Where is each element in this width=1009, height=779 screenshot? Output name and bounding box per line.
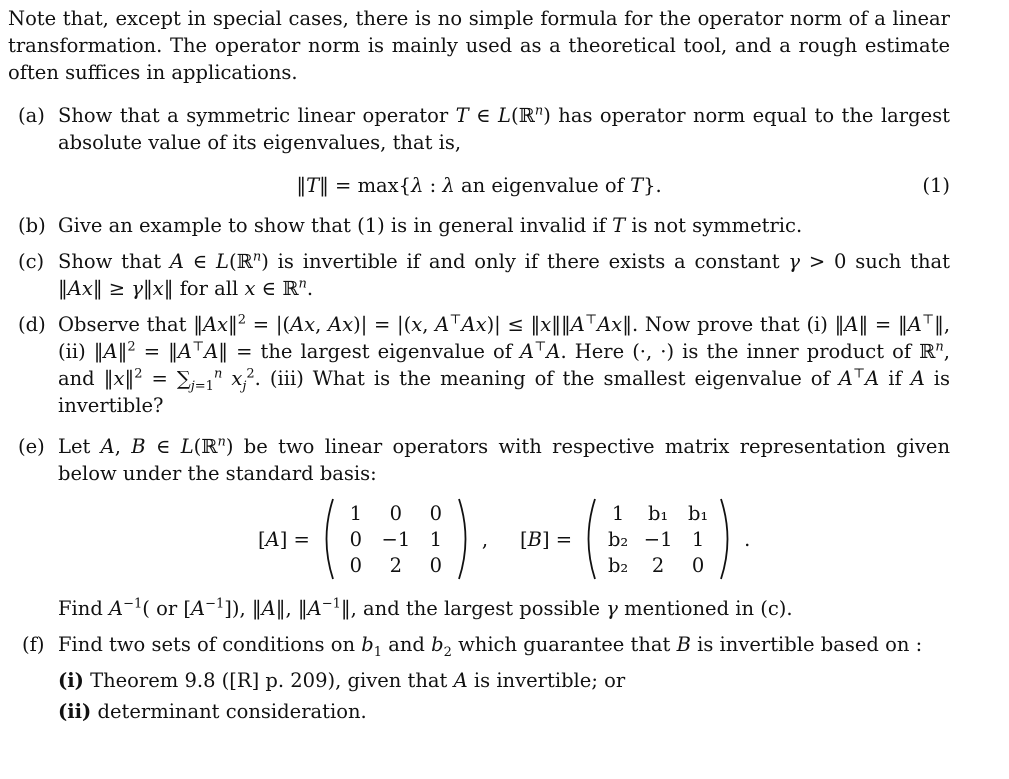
math-T-in-L: T ∈ L(ℝ$^n$) <box>455 103 559 127</box>
problem-d-text-1: Observe that <box>58 313 187 336</box>
matrix-B-cell: −1 <box>643 528 673 551</box>
problem-e-find-3: and the largest possible <box>363 597 601 620</box>
problem-c-text-4: for all <box>179 277 239 300</box>
matrix-B-cell: b₂ <box>607 528 629 551</box>
matrix-B-cell: b₁ <box>687 502 709 525</box>
equation-1-number: (1) <box>922 174 950 197</box>
problem-d-text-7: and <box>58 367 95 390</box>
problem-f-and: and <box>388 633 425 656</box>
problem-a-text-2: has operator norm equal to the largest absolute value of its eigenvalues, that is, <box>58 104 950 154</box>
problem-d-text-2: Now prove that (i) <box>644 313 828 336</box>
problem-e-text-2: be two linear operators with respective matrix representation given below under the standard basis: <box>58 435 951 485</box>
problem-d-label: (d) <box>18 313 46 336</box>
problem-e-find: Find $A^{-1}$( or $[A^{-1}]$), ‖A‖, $‖A^{-1}‖$, and the largest possible γ mentioned in (c). <box>58 596 793 620</box>
intro-paragraph: Note that, except in special cases, there is no simple formula for the operator norm of a linear transformation. The operator norm is mainly used as a theoretical tool, and a rough estimate often suffices in applications. <box>8 7 950 84</box>
matrix-B-label: [B] = <box>520 527 573 551</box>
matrix-B-cell: b₁ <box>647 502 669 525</box>
matrix-A-label: [A] = <box>258 527 310 551</box>
problem-c-text-1: Show that <box>58 250 162 273</box>
problem-d-text-4: the largest eigenvalue of <box>260 340 512 363</box>
sub-ii-text: determinant consideration. <box>97 700 367 723</box>
matrix-A-cell: 1 <box>429 528 443 551</box>
matrix-A-cell: 2 <box>389 554 403 577</box>
right-paren-icon <box>718 497 736 581</box>
sub-ii-label: (ii) <box>58 700 92 723</box>
problem-c-label: (c) <box>18 250 45 273</box>
matrix-A-grid <box>336 500 456 578</box>
matrix-A-cell: 0 <box>349 554 363 577</box>
problem-f-subitems <box>8 667 950 725</box>
problem-e-find-1: Find <box>58 597 103 620</box>
problem-d-text-8: (iii) What is the meaning of the smallest eigenvalue of <box>269 367 830 390</box>
matrix-A-cell: 1 <box>349 502 363 525</box>
problem-e: (e) Let A, B ∈ L(ℝ$^n$) be two linear operators with respective matrix representation given below under the standard basis: <box>18 434 951 485</box>
problem-e-label: (e) <box>18 435 45 458</box>
problem-c-text-2: is invertible if and only if there exists a constant <box>277 250 780 273</box>
problem-d-text-5: Here <box>574 340 625 363</box>
matrix-B-cell: 1 <box>611 502 625 525</box>
matrix-A-cell: 0 <box>429 554 443 577</box>
matrix-B-grid <box>598 500 718 578</box>
right-paren-icon <box>456 497 474 581</box>
problem-c: (c) Show that A ∈ L(ℝ$^n$) is invertible if and only if there exists a constant γ > 0 such that ‖Ax‖ ≥ γ‖x‖ for all x ∈ ℝ$^n$. <box>18 249 950 300</box>
left-paren-icon <box>318 497 336 581</box>
matrix-B-cell: b₂ <box>607 554 629 577</box>
problem-f-sub-ii <box>58 698 950 725</box>
problem-f-label: (f) <box>22 633 45 656</box>
matrix-B-cell: 1 <box>691 528 705 551</box>
matrix-A-cell: 0 <box>349 528 363 551</box>
problem-b-label: (b) <box>18 214 46 237</box>
problem-c-text-3: such that <box>855 250 950 273</box>
matrix-A-cell: 0 <box>429 502 443 525</box>
matrix-A: [A] = 1 0 0 0 −1 1 0 2 0 , <box>258 497 488 581</box>
problem-e-text-1: Let <box>58 435 91 458</box>
matrix-A-cell: 0 <box>389 502 403 525</box>
problem-a <box>8 102 950 156</box>
problem-d-text-3: (ii) <box>58 340 86 363</box>
problem-f-sub-i: (i) Theorem 9.8 ([R] p. 209), given that A is invertible; or <box>58 669 626 692</box>
document-page <box>8 5 950 725</box>
sub-i-label: (i) <box>58 669 84 692</box>
problem-b-text-1: Give an example to show that (1) is in general invalid if <box>58 214 606 237</box>
problem-f-text-3: is invertible based on : <box>697 633 923 656</box>
equation-1 <box>8 168 950 202</box>
problem-f: (f) Find two sets of conditions on $b_1$ and $b_2$ which guarantee that B is invertible based on : <box>22 633 923 660</box>
problem-b-text-2: is not symmetric. <box>631 214 803 237</box>
problem-e-find-2: or <box>156 597 178 620</box>
matrix-display <box>8 497 950 587</box>
equation-1-text: an eigenvalue of <box>460 174 624 197</box>
matrix-B-cell: 0 <box>691 554 705 577</box>
matrix-B: [B] = 1 b₁ b₁ b₂ −1 1 b₂ 2 0 . <box>520 497 750 581</box>
problem-d-text-9: if <box>888 367 902 390</box>
problem-d-text-6: is the inner product of <box>682 340 912 363</box>
problem-b: (b) Give an example to show that (1) is in general invalid if T is not symmetric. <box>18 214 803 237</box>
sub-i-text-2: is invertible; or <box>473 669 626 692</box>
matrix-B-cell: 2 <box>651 554 665 577</box>
problem-d-text-10: is invertible? <box>58 367 951 417</box>
problem-f-text-2: which guarantee that <box>458 633 671 656</box>
matrix-A-cell: −1 <box>381 528 411 551</box>
problem-a-text-1: Show that a symmetric linear operator <box>58 104 449 127</box>
problem-f-text: Find two sets of conditions on <box>58 633 356 656</box>
equation-1-body: ‖T‖ = max{λ : λ an eigenvalue of T}. <box>296 174 662 197</box>
problem-a-label: (a) <box>18 104 45 127</box>
sub-i-text: Theorem 9.8 ([R] p. 209), given that <box>90 669 448 692</box>
left-paren-icon <box>580 497 598 581</box>
problem-d: (d) Observe that ‖Ax‖$^2$ = |(Ax, Ax)| = |(x, A⊤Ax)| ≤ ‖x‖‖A⊤Ax‖. Now prove that (i) ‖A‖ = ‖A⊤‖, (ii) ‖A‖$^2$ = ‖A⊤A‖ = the largest eigenvalue of A⊤A. Here (·, ·) is the inner product of ℝ$^n$, and ‖x‖$^2$ = $\sum_{j=1}^n$ $x_j^2$. (iii) What is the meaning of the smallest eigenvalue of A⊤A if A is invertible? <box>18 312 951 417</box>
problem-e-find-4: mentioned in (c). <box>624 597 793 620</box>
